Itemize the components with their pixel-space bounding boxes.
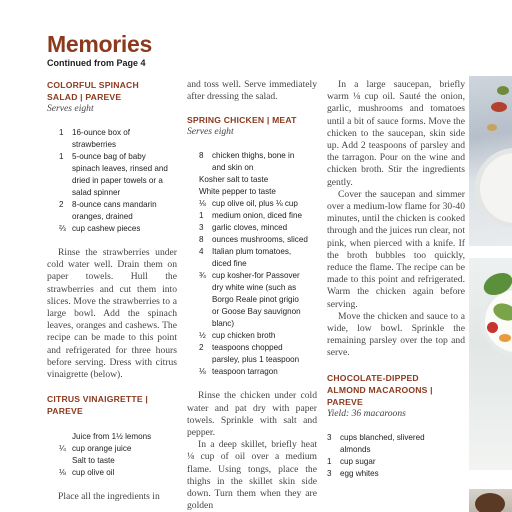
ingredient-quantity [199, 162, 212, 174]
ingredient-text: cup cashew pieces [72, 224, 141, 233]
ingredient-quantity [199, 318, 212, 330]
ingredient-text: spinach leaves, rinsed and [72, 164, 168, 173]
ingredient-text: Juice from 1½ lemons [72, 432, 152, 442]
ingredient-quantity [59, 163, 72, 175]
ingredient-quantity [327, 444, 340, 456]
ingredient-text: egg whites [340, 468, 379, 478]
ingredient-quantity [199, 294, 212, 306]
ingredient-text: dry white wine (such as [212, 283, 297, 293]
ingredient-line [199, 354, 317, 366]
ingredient-quantity: 3 [199, 223, 204, 233]
ingredient-line [199, 258, 317, 270]
ingredient-text: White pepper to taste [199, 187, 276, 197]
heading-line: ALMOND MACAROONS | [327, 384, 433, 395]
instructions-spinach-salad: Rinse the strawberries under cold water well. Drain them on paper towels. Hull the strawberries and cut them into slices. Move the strawberries to a large bowl. Add the spinach leaves, oranges and cashews. The recipe can be made to this point and refrigerated for three hours before serving. Dress with citrus vinaigrette (below). [47, 247, 177, 381]
ingredient-quantity: 1 [59, 152, 64, 161]
ingredient-text: 5-ounce bag of baby [72, 152, 146, 161]
ingredient-line [59, 211, 177, 223]
ingredient-text: garlic cloves, minced [212, 223, 288, 233]
instructions-spring-chicken-3: In a large saucepan, briefly warm ⅛ cup oil. Sauté the onion, garlic, mushrooms and tomatoes until a bit of sauce forms. Move the chicken to the saucepan, skin side up. Add 2 teaspoons of parsley and the tarragon. Pour on the wine and chicken broth. Stir the ingredients gently. [327, 79, 465, 188]
ingredient-text: medium onion, diced fine [212, 211, 302, 221]
food-photo-spinach-salad [469, 258, 512, 470]
heading-line: CITRUS VINAIGRETTE | [47, 394, 148, 405]
ingredient-line [199, 282, 317, 294]
ingredient-line [199, 222, 317, 234]
ingredient-line [59, 175, 177, 187]
ingredient-line [199, 318, 317, 330]
page-title: Memories [47, 31, 152, 57]
ingredient-quantity: ½ [199, 331, 206, 341]
ingredient-text: cup olive oil, plus ⅛ cup [212, 199, 298, 209]
ingredient-quantity: ⅛ [199, 199, 206, 209]
ingredient-line [59, 443, 177, 455]
ingredient-quantity: 8 [199, 151, 204, 161]
ingredient-line [199, 186, 317, 198]
heading-line: COLORFUL SPINACH [47, 80, 139, 90]
ingredient-quantity [59, 187, 72, 199]
ingredient-line [199, 174, 317, 186]
ingredient-list-macaroons [327, 432, 465, 480]
ingredient-line [199, 306, 317, 318]
ingredient-text: or Goose Bay sauvignon [212, 307, 301, 317]
serves-note: Serves eight [47, 103, 94, 114]
recipe-heading-macaroons [327, 372, 465, 408]
ingredient-line [59, 467, 177, 479]
recipe-heading-spinach-salad [47, 79, 177, 103]
column-3 [327, 79, 465, 480]
heading-line: PAREVE [47, 406, 83, 417]
ingredient-text: Kosher salt to taste [199, 175, 269, 185]
ingredient-quantity [59, 175, 72, 187]
ingredient-line [327, 432, 465, 444]
ingredient-text: oranges, drained [72, 212, 133, 221]
ingredient-text: cup olive oil [72, 468, 115, 478]
ingredient-quantity: ⅛ [59, 468, 66, 478]
column-1 [47, 79, 177, 503]
ingredient-line [199, 210, 317, 222]
ingredient-list-spinach-salad [47, 127, 177, 235]
ingredient-text: chicken thighs, bone in [212, 151, 295, 161]
ingredient-quantity: ⅔ [59, 224, 66, 233]
ingredient-quantity: 1 [199, 211, 204, 221]
ingredient-line [59, 151, 177, 163]
ingredient-list-citrus-vinaigrette [47, 431, 177, 479]
ingredient-quantity [199, 306, 212, 318]
instructions-spinach-salad-end: and toss well. Serve immediately after dressing the salad. [187, 79, 317, 103]
ingredient-line [199, 294, 317, 306]
ingredient-line [199, 162, 317, 174]
ingredient-text: 16-ounce box of [72, 128, 131, 137]
ingredient-text: diced fine [212, 259, 247, 269]
instructions-spring-chicken-5: Move the chicken and sauce to a wide, low bowl. Sprinkle the remaining parsley over the top and serve. [327, 310, 465, 359]
ingredient-text: cup orange juice [72, 444, 132, 454]
ingredient-quantity [199, 282, 212, 294]
ingredient-quantity [59, 431, 72, 443]
ingredient-quantity [59, 211, 72, 223]
ingredient-text: cup kosher-for Passover [212, 271, 300, 281]
ingredient-line [59, 127, 177, 139]
ingredient-text: and skin on [212, 163, 254, 173]
recipe-heading-spring-chicken: SPRING CHICKEN | MEAT [187, 115, 297, 126]
ingredient-line [327, 456, 465, 468]
ingredient-quantity: ¼ [59, 444, 66, 454]
heading-line: SALAD | PAREVE [47, 92, 122, 102]
ingredient-text: cups blanched, slivered [340, 432, 425, 442]
ingredient-line [59, 199, 177, 211]
ingredient-text: cup chicken broth [212, 331, 276, 341]
ingredient-quantity [59, 139, 72, 151]
ingredient-quantity: ¾ [199, 271, 206, 281]
ingredient-quantity: 1 [59, 128, 64, 137]
ingredient-quantity: 4 [199, 247, 204, 257]
ingredient-text: salad spinner [72, 188, 121, 197]
ingredient-line [59, 187, 177, 199]
food-photo-macaroons [469, 489, 512, 512]
continued-from-note: Continued from Page 4 [47, 58, 146, 68]
ingredient-text: teaspoon tarragon [212, 367, 278, 377]
ingredient-line [199, 330, 317, 342]
ingredient-quantity: 2 [199, 343, 204, 353]
instructions-spring-chicken-2: In a deep skillet, briefly heat ⅛ cup of oil over a medium flame. Using tongs, place the thighs in the skillet skin side down. Turn them when they are golden [187, 439, 317, 512]
ingredient-text: Italian plum tomatoes, [212, 247, 292, 257]
ingredient-line [199, 366, 317, 378]
ingredient-text: strawberries [72, 140, 117, 149]
ingredient-text: parsley, plus 1 teaspoon [212, 355, 300, 365]
ingredient-quantity: 3 [327, 468, 332, 478]
heading-line: PAREVE [327, 396, 363, 407]
ingredient-text: dried in paper towels or a [72, 176, 163, 185]
yield-note: Yield: 36 macaroons [327, 407, 406, 419]
instructions-citrus-vinaigrette: Place all the ingredients in [58, 491, 160, 503]
ingredient-line [59, 139, 177, 151]
ingredient-line [199, 270, 317, 282]
ingredient-quantity [199, 258, 212, 270]
ingredient-quantity [199, 354, 212, 366]
ingredient-line [327, 468, 465, 480]
ingredient-text: cup sugar [340, 456, 376, 466]
ingredient-text: blanc) [212, 319, 235, 329]
ingredient-quantity: 3 [327, 432, 332, 442]
ingredient-quantity: ⅛ [199, 367, 206, 377]
ingredient-quantity: 8 [199, 235, 204, 245]
ingredient-line [59, 455, 177, 467]
ingredient-quantity: 1 [327, 456, 332, 466]
column-2 [187, 79, 317, 512]
ingredient-list-spring-chicken [187, 150, 317, 378]
ingredient-line [59, 431, 177, 443]
ingredient-text: Salt to taste [72, 456, 115, 466]
instructions-spring-chicken-4: Cover the saucepan and simmer over a medium-low flame for 30-40 minutes, until the chicken is cooked through and the juices run clear, not pink, when pierced with a knife. If the broth bubbles too quickly, reduce the flame. The recipe can be made to this point and refrigerated. Warm the chicken again before serving. [327, 188, 466, 310]
ingredient-line [59, 163, 177, 175]
ingredient-line [199, 198, 317, 210]
instructions-spring-chicken-1: Rinse the chicken under cold water and pat dry with paper towels. Sprinkle with salt and pepper. [187, 390, 317, 439]
ingredient-line [327, 444, 465, 456]
ingredient-line [199, 150, 317, 162]
ingredient-text: teaspoons chopped [212, 343, 283, 353]
food-photo-chicken [469, 76, 512, 246]
ingredient-text: 8-ounce cans mandarin [72, 200, 157, 209]
serves-note: Serves eight [187, 126, 234, 138]
ingredient-line [59, 223, 177, 235]
ingredient-line [199, 246, 317, 258]
ingredient-text: Borgo Reale pinot grigio [212, 295, 299, 305]
ingredient-text: almonds [340, 444, 371, 454]
recipe-heading-citrus-vinaigrette [47, 393, 177, 417]
heading-line: CHOCOLATE-DIPPED [327, 372, 419, 383]
ingredient-text: ounces mushrooms, sliced [212, 235, 308, 245]
ingredient-line [199, 234, 317, 246]
ingredient-quantity: 2 [59, 200, 64, 209]
ingredient-line [199, 342, 317, 354]
ingredient-quantity [59, 455, 72, 467]
